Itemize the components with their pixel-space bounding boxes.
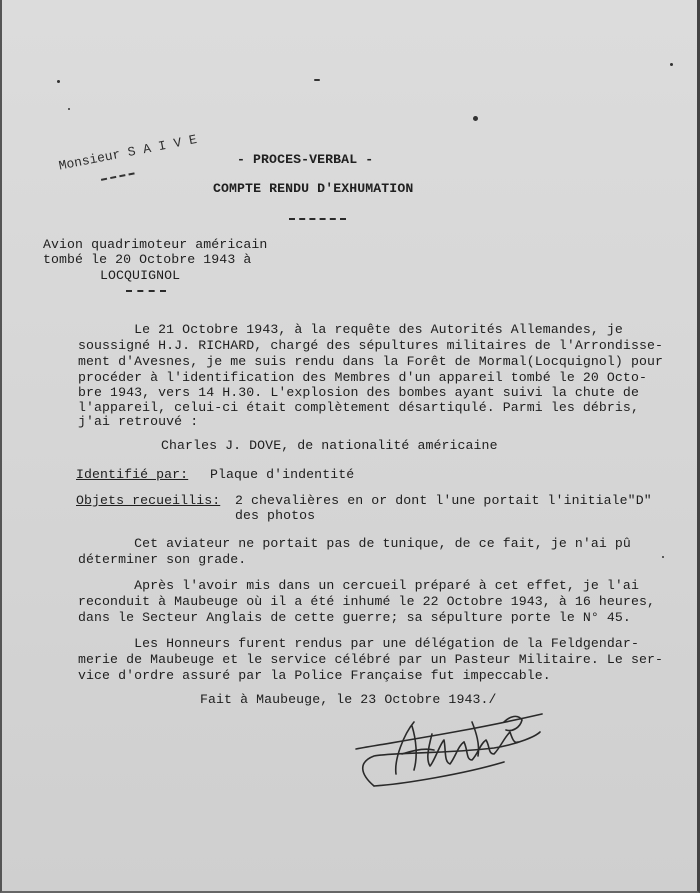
identified-value: Plaque d'indentité <box>210 467 355 482</box>
person-identified: Charles J. DOVE, de nationalité américaine <box>161 438 498 453</box>
ink-speck <box>57 80 60 83</box>
intro-line: procéder à l'identification des Membres d'un appareil tombé le 20 Octo- <box>78 370 647 385</box>
ink-speck <box>473 116 478 121</box>
handwritten-signature <box>354 704 554 799</box>
honours-line: merie de Maubeuge et le service célébré par un Pasteur Militaire. Le ser- <box>78 652 664 667</box>
subject-line-3: LOCQUIGNOL <box>100 268 181 283</box>
identified-label: Identifié par: <box>76 467 189 482</box>
intro-line: l'appareil, celui-ci était complètement désartiqulé. Parmi les débris, <box>78 400 639 415</box>
objects-label: Objets recueillis: <box>76 493 221 508</box>
closing-line: Fait à Maubeuge, le 23 Octobre 1943./ <box>200 692 497 707</box>
subject-divider <box>126 290 166 292</box>
grade-line: déterminer son grade. <box>78 552 247 567</box>
intro-line: soussigné H.J. RICHARD, chargé des sépultures militaires de l'Arrondisse- <box>78 338 664 353</box>
recipient-name: Monsieur S A I V E <box>57 131 199 174</box>
burial-line: reconduit à Maubeuge où il a été inhumé le 22 Octobre 1943, à 16 heures, <box>78 594 655 609</box>
intro-line: bre 1943, vers 14 H.30. L'explosion des bombes ayant suivi la chute de <box>78 385 639 400</box>
objects-value-2: des photos <box>235 508 316 523</box>
honours-line: vice d'ordre assuré par la Police Française fut impeccable. <box>78 668 551 683</box>
recipient-annotation <box>24 117 207 223</box>
intro-line: Le 21 Octobre 1943, à la requête des Autorités Allemandes, je <box>78 322 623 337</box>
objects-value-1: 2 chevalières en or dont l'une portait l'initiale"D" <box>235 493 652 508</box>
document-title: - PROCES-VERBAL - <box>237 152 374 167</box>
ink-speck <box>314 79 320 81</box>
intro-line: j'ai retrouvé : <box>78 414 199 429</box>
grade-line: Cet aviateur ne portait pas de tunique, de ce fait, je n'ai pû <box>78 536 631 551</box>
burial-line: dans le Secteur Anglais de cette guerre; sa sépulture porte le N° 45. <box>78 610 631 625</box>
subject-line-2: tombé le 20 Octobre 1943 à <box>43 252 252 267</box>
ink-speck <box>662 556 664 558</box>
ink-speck <box>670 63 673 66</box>
recipient-underline <box>101 172 135 180</box>
ink-speck <box>68 108 70 110</box>
document-subtitle: COMPTE RENDU D'EXHUMATION <box>213 181 414 196</box>
burial-line: Après l'avoir mis dans un cercueil préparé à cet effet, je l'ai <box>78 578 639 593</box>
intro-line: ment d'Avesnes, je me suis rendu dans la Forêt de Mormal(Locquignol) pour <box>78 354 664 369</box>
subject-line-1: Avion quadrimoteur américain <box>43 237 268 252</box>
title-divider <box>289 218 346 220</box>
honours-line: Les Honneurs furent rendus par une délégation de la Feldgendar- <box>78 636 639 651</box>
